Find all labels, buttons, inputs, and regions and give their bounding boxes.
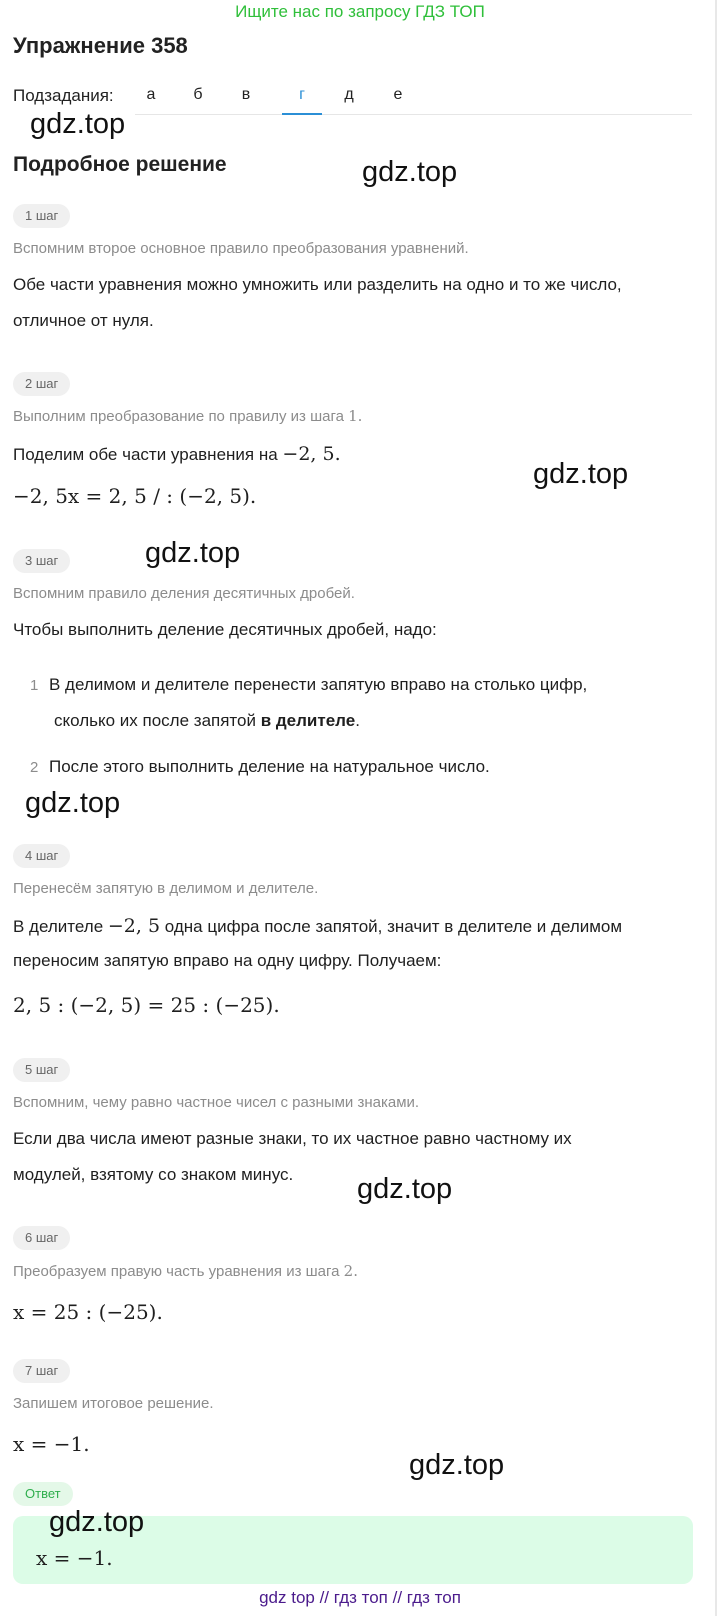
step-4-hint: Перенесём запятую в делимом и делителе. <box>13 880 319 897</box>
step-2-hint: Выполним преобразование по правилу из шага 1. <box>13 407 363 425</box>
tab-e[interactable]: е <box>393 86 403 103</box>
list-number-1: 1 <box>30 677 39 694</box>
step-4-badge: 4 шаг <box>13 844 70 868</box>
search-banner: Ищите нас по запросу ГДЗ ТОП <box>235 2 485 21</box>
watermark: gdz.top <box>357 1173 453 1205</box>
step-5-text-line-1: Если два числа имеют разные знаки, то их частное равно частному их <box>13 1129 572 1148</box>
watermark: gdz.top <box>409 1449 505 1481</box>
answer-math: x = −1. <box>36 1546 113 1570</box>
step-1-badge: 1 шаг <box>13 204 70 228</box>
watermark: gdz.top <box>362 156 458 188</box>
tabs-divider <box>135 114 692 115</box>
step-5-hint: Вспомним, чему равно частное чисел с разными знаками. <box>13 1094 420 1111</box>
step-6-math: x = 25 : (−25). <box>13 1300 163 1324</box>
step-3-hint: Вспомним правило деления десятичных дробей. <box>13 585 355 602</box>
solution-heading: Подробное решение <box>13 153 227 176</box>
step-3-intro: Чтобы выполнить деление десятичных дробей, надо: <box>13 620 437 639</box>
list-item-1-line-1: В делимом и делителе перенести запятую вправо на столько цифр, <box>49 675 588 694</box>
step-1-text-line-2: отличное от нуля. <box>13 311 154 330</box>
step-1-text-line-1: Обе части уравнения можно умножить или разделить на одно и то же число, <box>13 275 622 294</box>
step-2-badge: 2 шаг <box>13 372 70 396</box>
step-7-hint: Запишем итоговое решение. <box>13 1395 214 1412</box>
step-5-badge: 5 шаг <box>13 1058 70 1082</box>
step-2-math: −2, 5x = 2, 5 / : (−2, 5). <box>13 484 257 508</box>
step-1-hint: Вспомним второе основное правило преобразования уравнений. <box>13 240 469 257</box>
step-7-math: x = −1. <box>13 1432 90 1456</box>
scrollbar[interactable] <box>715 0 717 1616</box>
watermark: gdz.top <box>30 108 126 140</box>
step-4-math: 2, 5 : (−2, 5) = 25 : (−25). <box>13 993 280 1017</box>
list-number-2: 2 <box>30 759 39 776</box>
tab-v[interactable]: в <box>241 86 251 103</box>
active-tab-indicator <box>282 113 322 115</box>
footer-links[interactable]: gdz top // гдз топ // гдз топ <box>259 1588 461 1607</box>
step-2-text: Поделим обе части уравнения на −2, 5. <box>13 443 341 465</box>
answer-badge: Ответ <box>13 1482 73 1506</box>
tab-b[interactable]: б <box>193 86 203 103</box>
step-4-text-line-1: В делителе −2, 5 одна цифра после запятой, значит в делителе и делимом <box>13 915 623 937</box>
list-item-1-line-2: сколько их после запятой в делителе. <box>54 711 360 730</box>
step-7-badge: 7 шаг <box>13 1359 70 1383</box>
step-5-text-line-2: модулей, взятому со знаком минус. <box>13 1165 294 1184</box>
step-3-badge: 3 шаг <box>13 549 70 573</box>
step-6-hint: Преобразуем правую часть уравнения из шага 2. <box>13 1262 358 1280</box>
page-title: Упражнение 358 <box>13 33 188 58</box>
tab-a[interactable]: а <box>146 86 156 103</box>
watermark: gdz.top <box>145 537 241 569</box>
tab-g[interactable]: г <box>299 86 305 103</box>
step-6-badge: 6 шаг <box>13 1226 70 1250</box>
step-4-text-line-2: переносим запятую вправо на одну цифру. Получаем: <box>13 951 442 970</box>
subtasks-label: Подзадания: <box>13 86 114 105</box>
list-item-2: После этого выполнить деление на натуральное число. <box>49 757 490 776</box>
tab-d[interactable]: д <box>344 86 354 103</box>
watermark: gdz.top <box>25 787 121 819</box>
watermark: gdz.top <box>49 1506 145 1538</box>
watermark: gdz.top <box>533 458 629 490</box>
